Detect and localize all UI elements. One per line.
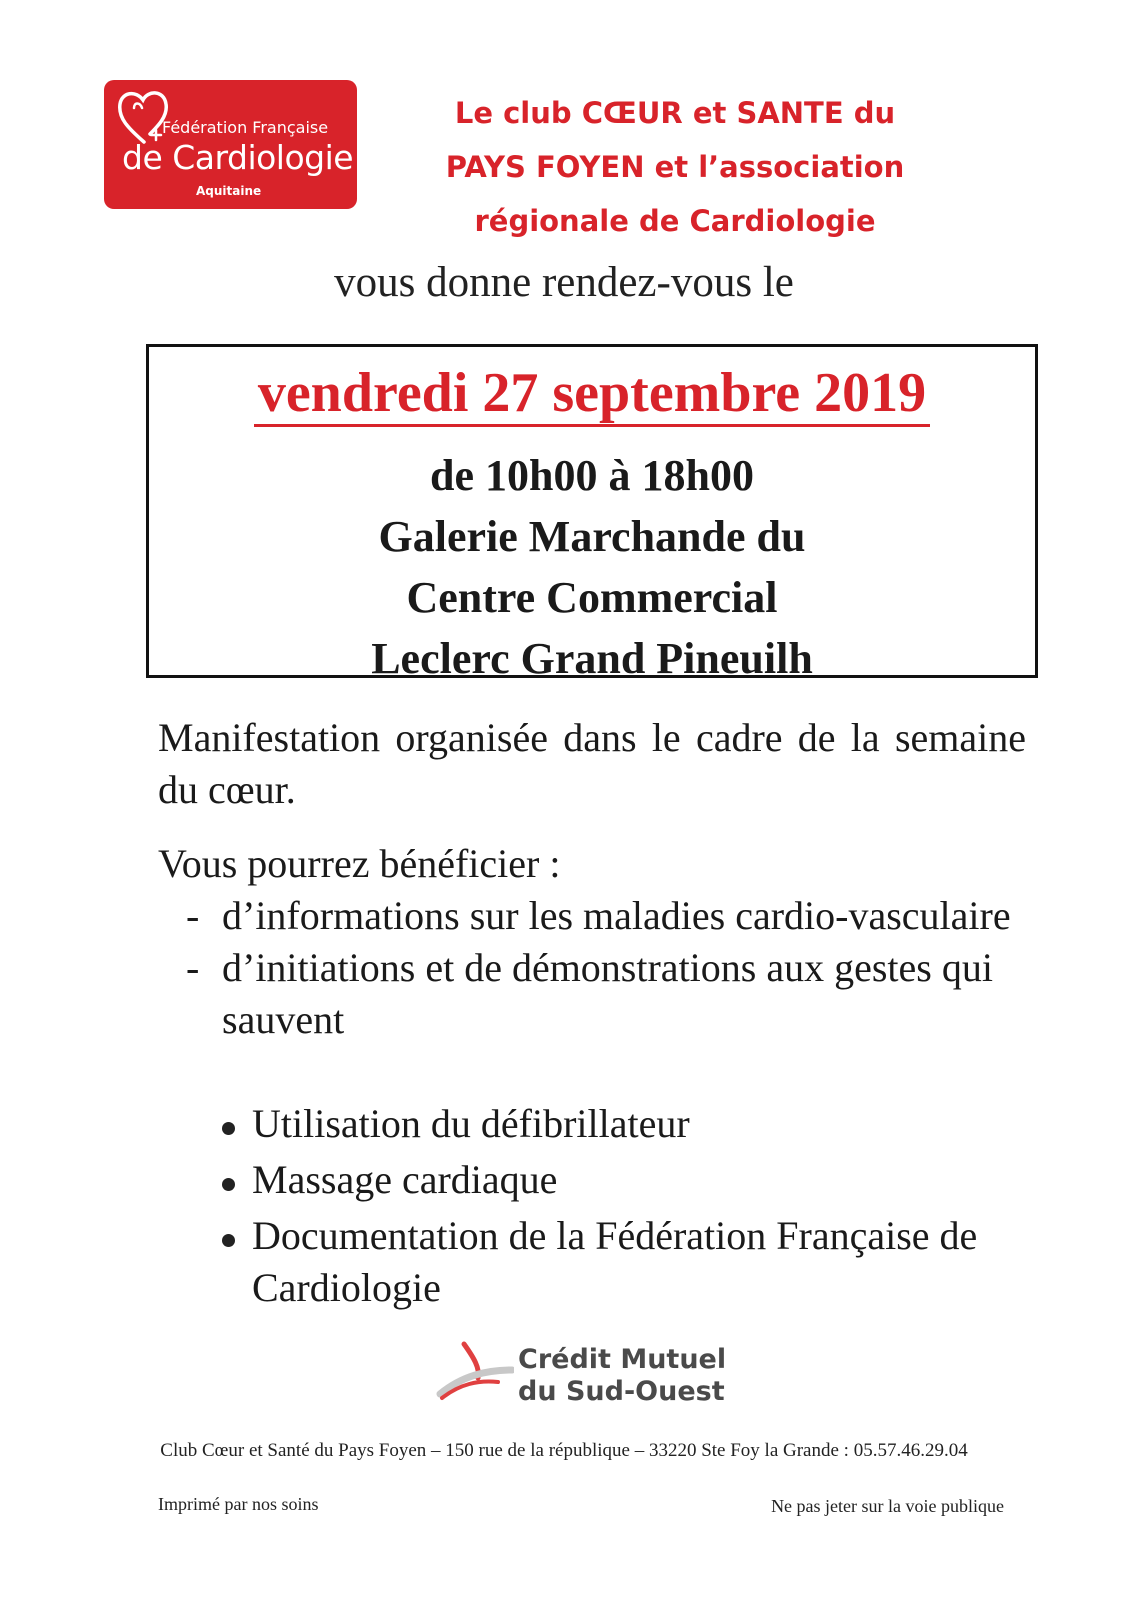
gestures-list (218, 1098, 1038, 1318)
benefits-title: Vous pourrez bénéficier : (158, 841, 561, 886)
sponsor-line: du Sud-Ouest (518, 1376, 725, 1407)
list-item: - d’informations sur les maladies cardio-vasculaire (186, 890, 1046, 942)
logo-line-federation: Fédération Française (162, 118, 329, 137)
intro-paragraph: Manifestation organisée dans le cadre de la semaine du cœur. (158, 715, 1026, 812)
invitation-text: vous donne rendez-vous le (334, 259, 794, 306)
credit-mutuel-text (518, 1344, 726, 1408)
list-item: Massage cardiaque (218, 1154, 1038, 1206)
event-place-line: Galerie Marchande du (378, 512, 806, 561)
footer-printed: Imprimé par nos soins (158, 1494, 319, 1514)
event-box (146, 344, 1038, 683)
logo-line-aquitaine: Aquitaine (196, 184, 262, 198)
header-line: PAYS FOYEN et l’association (445, 150, 905, 184)
header-line: régionale de Cardiologie (474, 204, 876, 238)
event-place-line: Centre Commercial (406, 573, 778, 622)
event-place-line: Leclerc Grand Pineuilh (371, 634, 813, 683)
footer-address: Club Cœur et Santé du Pays Foyen – 150 rue de la république – 33220 Ste Foy la Grande : 05.57.46.29.04 (160, 1440, 968, 1461)
event-date: vendredi 27 septembre 2019 (254, 362, 930, 427)
benefits-list (186, 890, 1046, 1046)
event-details (149, 445, 1035, 689)
list-item: Documentation de la Fédération Française de Cardiologie (218, 1210, 1038, 1314)
footer-notice: Ne pas jeter sur la voie publique (771, 1496, 1004, 1516)
list-item: Utilisation du défibrillateur (218, 1098, 1038, 1150)
credit-mutuel-logo (434, 1340, 794, 1410)
list-item: - d’initiations et de démonstrations aux gestes qui sauvent (186, 942, 1046, 1046)
ffc-logo (104, 80, 357, 209)
header-title (370, 86, 980, 248)
event-time: de 10h00 à 18h00 (430, 451, 754, 500)
header-line: Le club CŒUR et SANTE du (454, 96, 896, 130)
logo-line-cardiologie: de Cardiologie (122, 138, 354, 177)
event-date-wrap (149, 361, 1035, 425)
swoosh-icon (434, 1340, 514, 1406)
sponsor-line: Crédit Mutuel (518, 1344, 727, 1375)
